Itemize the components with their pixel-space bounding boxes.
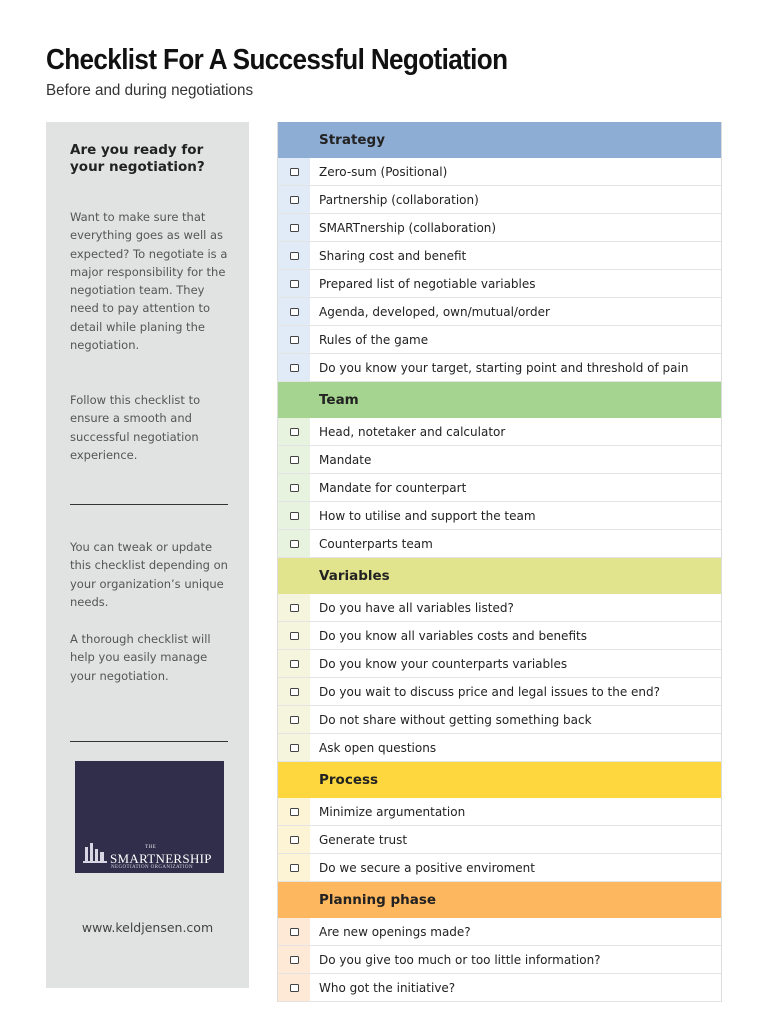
- checklist-item: [278, 158, 721, 186]
- checklist-item: [278, 974, 721, 1002]
- checkbox[interactable]: [290, 428, 299, 436]
- checklist-item: [278, 326, 721, 354]
- checklist-item: [278, 734, 721, 762]
- checklist-item-label: Partnership (collaboration): [319, 192, 479, 207]
- page-title: Checklist For A Successful Negotiation: [46, 44, 508, 76]
- sidebar-divider: [70, 741, 228, 742]
- checkbox-cell: [278, 594, 310, 621]
- section-title: Process: [319, 772, 379, 788]
- checklist-item-label: Do we secure a positive enviroment: [319, 860, 535, 875]
- section-title: Strategy: [319, 132, 386, 148]
- section-header: [278, 762, 721, 798]
- website-link[interactable]: www.keldjensen.com: [81, 920, 214, 935]
- checkbox-cell: [278, 826, 310, 853]
- checkbox-cell: [278, 854, 310, 881]
- checkbox[interactable]: [290, 744, 299, 752]
- checklist-item-label: Head, notetaker and calculator: [319, 424, 506, 439]
- checklist-item-label: Do not share without getting something back: [319, 712, 592, 727]
- section-header-spacer: [278, 882, 310, 918]
- checklist-item-label: Zero-sum (Positional): [319, 164, 448, 179]
- checkbox-cell: [278, 326, 310, 353]
- checkbox-cell: [278, 418, 310, 445]
- section-header: [278, 122, 721, 158]
- checklist-item: [278, 446, 721, 474]
- checkbox[interactable]: [290, 716, 299, 724]
- checkbox[interactable]: [290, 224, 299, 232]
- checkbox[interactable]: [290, 540, 299, 548]
- checklist-item: [278, 854, 721, 882]
- checkbox-cell: [278, 298, 310, 325]
- checklist-item: [278, 826, 721, 854]
- checkbox-cell: [278, 446, 310, 473]
- checkbox[interactable]: [290, 632, 299, 640]
- checklist-item: [278, 650, 721, 678]
- checklist-item-label: Do you have all variables listed?: [319, 600, 514, 615]
- checkbox-cell: [278, 946, 310, 973]
- section-title: Planning phase: [319, 892, 437, 908]
- checkbox-cell: [278, 798, 310, 825]
- logo-the-text: THE: [145, 845, 157, 850]
- checklist-item: [278, 270, 721, 298]
- logo-tagline-text: NEGOTIATION ORGANIZATION: [111, 865, 193, 870]
- checklist-item-label: Do you give too much or too little information?: [319, 952, 601, 967]
- checklist-item-label: Minimize argumentation: [319, 804, 466, 819]
- checkbox[interactable]: [290, 252, 299, 260]
- checklist-item-label: Who got the initiative?: [319, 980, 456, 995]
- section-header: [278, 382, 721, 418]
- checkbox[interactable]: [290, 512, 299, 520]
- sidebar-panel: [46, 122, 249, 988]
- checkbox-cell: [278, 650, 310, 677]
- checklist-item-label: Do you know all variables costs and benefits: [319, 628, 587, 643]
- checklist-item: [278, 706, 721, 734]
- checklist-item-label: Do you know your counterparts variables: [319, 656, 568, 671]
- checkbox[interactable]: [290, 660, 299, 668]
- checkbox[interactable]: [290, 928, 299, 936]
- checklist-item-label: Mandate for counterpart: [319, 480, 467, 495]
- checklist-item-label: How to utilise and support the team: [319, 508, 536, 523]
- checklist-item-label: Rules of the game: [319, 332, 429, 347]
- checkbox-cell: [278, 678, 310, 705]
- checkbox[interactable]: [290, 864, 299, 872]
- checklist-item: [278, 594, 721, 622]
- checkbox[interactable]: [290, 808, 299, 816]
- checkbox-cell: [278, 158, 310, 185]
- checkbox-cell: [278, 354, 310, 381]
- checklist-item: [278, 242, 721, 270]
- checklist-item-label: Prepared list of negotiable variables: [319, 276, 536, 291]
- checkbox[interactable]: [290, 688, 299, 696]
- checkbox-cell: [278, 186, 310, 213]
- sidebar-heading: Are you ready for your negotiation?: [70, 142, 205, 175]
- checklist-item-label: Counterparts team: [319, 536, 433, 551]
- sidebar-paragraph-tweak: You can tweak or update this checklist depending on your organization’s unique needs.: [70, 540, 228, 609]
- checkbox-cell: [278, 530, 310, 557]
- building-logo-icon: [82, 839, 108, 865]
- checkbox[interactable]: [290, 484, 299, 492]
- checklist-item-label: Do you wait to discuss price and legal issues to the end?: [319, 684, 661, 699]
- section-title: Team: [319, 392, 359, 408]
- checklist-item-label: Mandate: [319, 452, 372, 467]
- checkbox-cell: [278, 474, 310, 501]
- checklist-item: [278, 214, 721, 242]
- checklist-item: [278, 186, 721, 214]
- checklist-item: [278, 418, 721, 446]
- checklist-item: [278, 502, 721, 530]
- logo-name-text: SMARTNERSHIP: [110, 851, 212, 866]
- checklist-item: [278, 678, 721, 706]
- checklist-item-label: Generate trust: [319, 832, 408, 847]
- checkbox-cell: [278, 706, 310, 733]
- section-header: [278, 558, 721, 594]
- checkbox-cell: [278, 734, 310, 761]
- sidebar-divider: [70, 504, 228, 505]
- section-header-spacer: [278, 122, 310, 158]
- checkbox-cell: [278, 974, 310, 1001]
- checkbox[interactable]: [290, 836, 299, 844]
- section-header-spacer: [278, 558, 310, 594]
- checklist-item: [278, 530, 721, 558]
- checkbox[interactable]: [290, 280, 299, 288]
- checklist-item: [278, 798, 721, 826]
- checklist-item: [278, 918, 721, 946]
- checklist-item-label: Sharing cost and benefit: [319, 248, 467, 263]
- checklist-item: [278, 474, 721, 502]
- checkbox-cell: [278, 918, 310, 945]
- checkbox[interactable]: [290, 984, 299, 992]
- checkbox[interactable]: [290, 168, 299, 176]
- checkbox-cell: [278, 242, 310, 269]
- checklist-item-label: Do you know your target, starting point and threshold of pain: [319, 360, 689, 375]
- sidebar-paragraph-follow: Follow this checklist to ensure a smooth and successful negotiation experience.: [70, 393, 201, 462]
- checklist-item-label: Ask open questions: [319, 740, 437, 755]
- checkbox[interactable]: [290, 456, 299, 464]
- checkbox[interactable]: [290, 308, 299, 316]
- section-header-spacer: [278, 762, 310, 798]
- sidebar-paragraph-intro: Want to make sure that everything goes as well as expected? To negotiate is a major responsibility for the negotiation team. They need to pay attention to detail while planing the negotiation.: [70, 210, 228, 353]
- smartnership-logo: [75, 761, 224, 873]
- section-title: Variables: [319, 568, 390, 584]
- checkbox[interactable]: [290, 604, 299, 612]
- checklist-item: [278, 946, 721, 974]
- checklist-item-label: SMARTnership (collaboration): [319, 220, 497, 235]
- page-subtitle: Before and during negotiations: [46, 82, 254, 99]
- checklist-item: [278, 354, 721, 382]
- checkbox[interactable]: [290, 336, 299, 344]
- checkbox[interactable]: [290, 364, 299, 372]
- checkbox-cell: [278, 502, 310, 529]
- checklist-item: [278, 622, 721, 650]
- checkbox-cell: [278, 270, 310, 297]
- section-header: [278, 882, 721, 918]
- checkbox[interactable]: [290, 196, 299, 204]
- checkbox-cell: [278, 214, 310, 241]
- checklist-table: [277, 122, 722, 1002]
- checkbox[interactable]: [290, 956, 299, 964]
- sidebar-paragraph-thorough: A thorough checklist will help you easily manage your negotiation.: [70, 632, 211, 683]
- checkbox-cell: [278, 622, 310, 649]
- section-header-spacer: [278, 382, 310, 418]
- checklist-item-label: Are new openings made?: [319, 924, 471, 939]
- checklist-item-label: Agenda, developed, own/mutual/order: [319, 304, 550, 319]
- checklist-item: [278, 298, 721, 326]
